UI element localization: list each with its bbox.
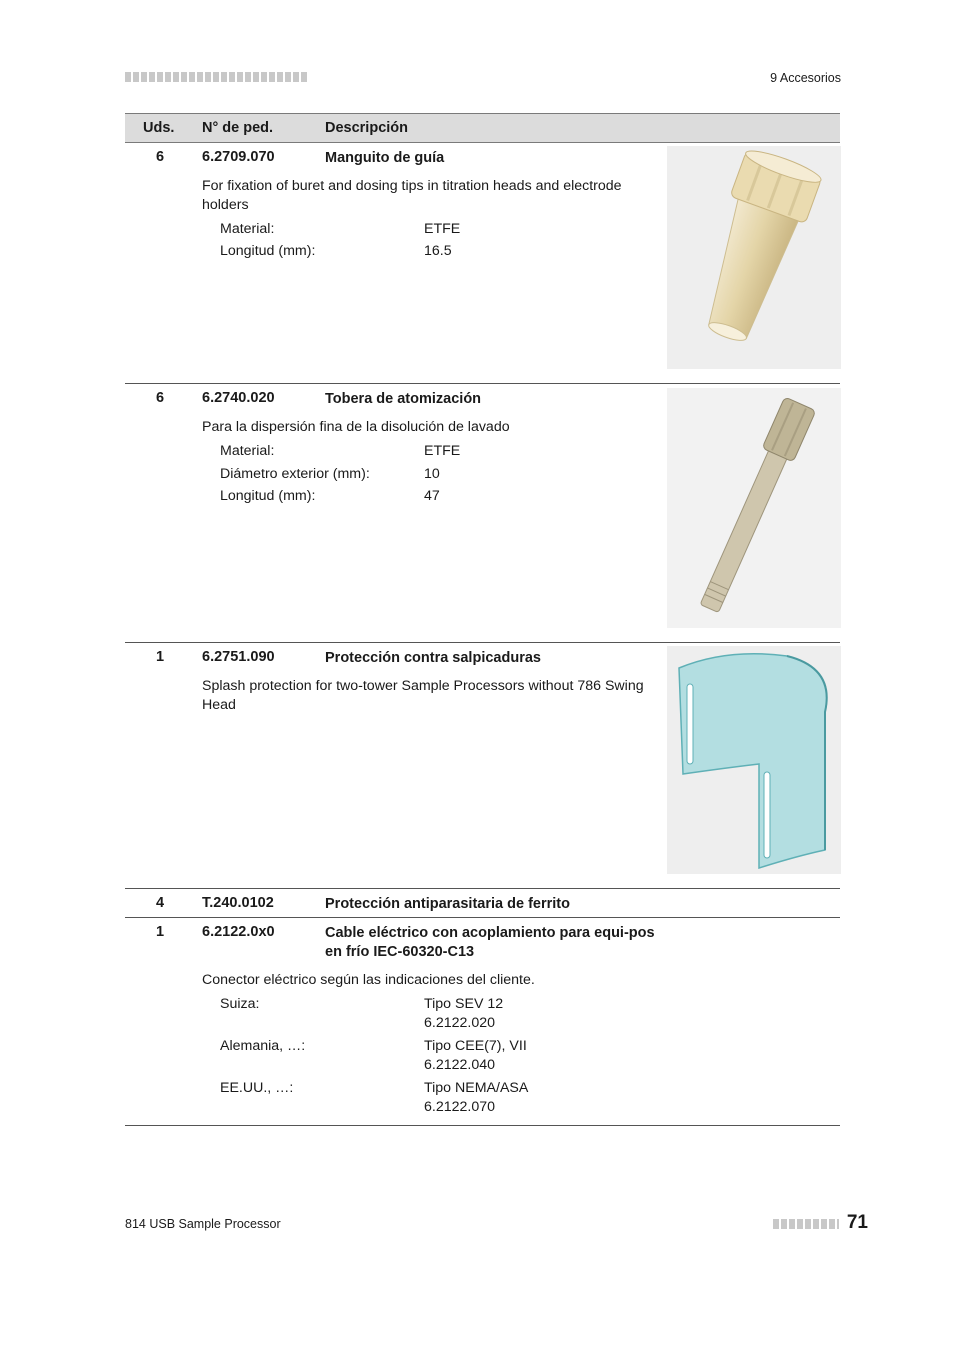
guide-sleeve-photo: [667, 146, 841, 369]
row-qty: 1: [156, 924, 165, 940]
accessories-table: [125, 113, 840, 1126]
column-header-description: Descripción: [325, 120, 408, 136]
row-qty: 1: [156, 649, 165, 665]
row-name: Tobera de atomización: [325, 391, 482, 407]
row-qty: 6: [156, 149, 165, 165]
row-order-number: 6.2751.090: [202, 649, 275, 665]
footer-product-name: 814 USB Sample Processor: [125, 1217, 281, 1231]
footer-dots-decoration: [773, 1219, 839, 1229]
row-description: For fixation of buret and dosing tips in titration heads and electrode holders: [202, 178, 622, 213]
table-row: [125, 889, 840, 918]
row-qty: 4: [156, 895, 165, 911]
row-name: Protección antiparasitaria de ferrito: [325, 896, 570, 912]
header-dots-decoration: [125, 72, 307, 82]
table-row: 6 6.2709.070 Manguito de guía For fixation of buret and dosing tips in titration heads and electrode holders Material: ETFE Longitud (mm): 16.5: [125, 143, 840, 384]
row-order-number: 6.2122.0x0: [202, 924, 275, 940]
row-description: Splash protection for two-tower Sample Processors without 786 Swing Head: [202, 678, 644, 713]
column-header-qty: Uds.: [143, 120, 175, 136]
row-order-number: T.240.0102: [202, 895, 274, 911]
table-row: [125, 643, 840, 889]
splash-protection-photo: [667, 646, 841, 874]
row-order-number: 6.2709.070: [202, 149, 275, 165]
row-description: Para la dispersión fina de la disolución de lavado: [202, 419, 510, 435]
table-row: 1 6.2122.0x0 Cable eléctrico con acoplamiento para equi-pos en frío IEC-60320-C13 Conector eléctrico según las indicaciones del cliente. Suiza: Tipo SEV 12 6.2122.020 Alemania, …: Tipo CEE(7), VII 6.2122.040 EE.UU., …: Tipo NEMA/ASA 6.2122.070: [125, 918, 840, 1126]
table-row: 6 6.2740.020 Tobera de atomización Para la dispersión fina de la disolución de lavado Material: ETFE Diámetro exterior (mm): 10 Longitud (mm): 47: [125, 384, 840, 643]
row-name: Protección contra salpicaduras: [325, 650, 541, 666]
row-order-number: 6.2740.020: [202, 390, 275, 406]
page-number: 71: [846, 1212, 868, 1233]
table-header: [125, 113, 840, 143]
row-description: Conector eléctrico según las indicaciones del cliente.: [202, 972, 535, 988]
row-name: Manguito de guía: [325, 150, 445, 166]
header-chapter-title: 9 Accesorios: [770, 71, 841, 85]
spray-nozzle-photo: [667, 388, 841, 628]
row-name: Cable eléctrico con acoplamiento para equi-pos en frío IEC-60320-C13: [325, 925, 655, 960]
row-qty: 6: [156, 390, 165, 406]
column-header-order: N° de ped.: [202, 120, 274, 136]
